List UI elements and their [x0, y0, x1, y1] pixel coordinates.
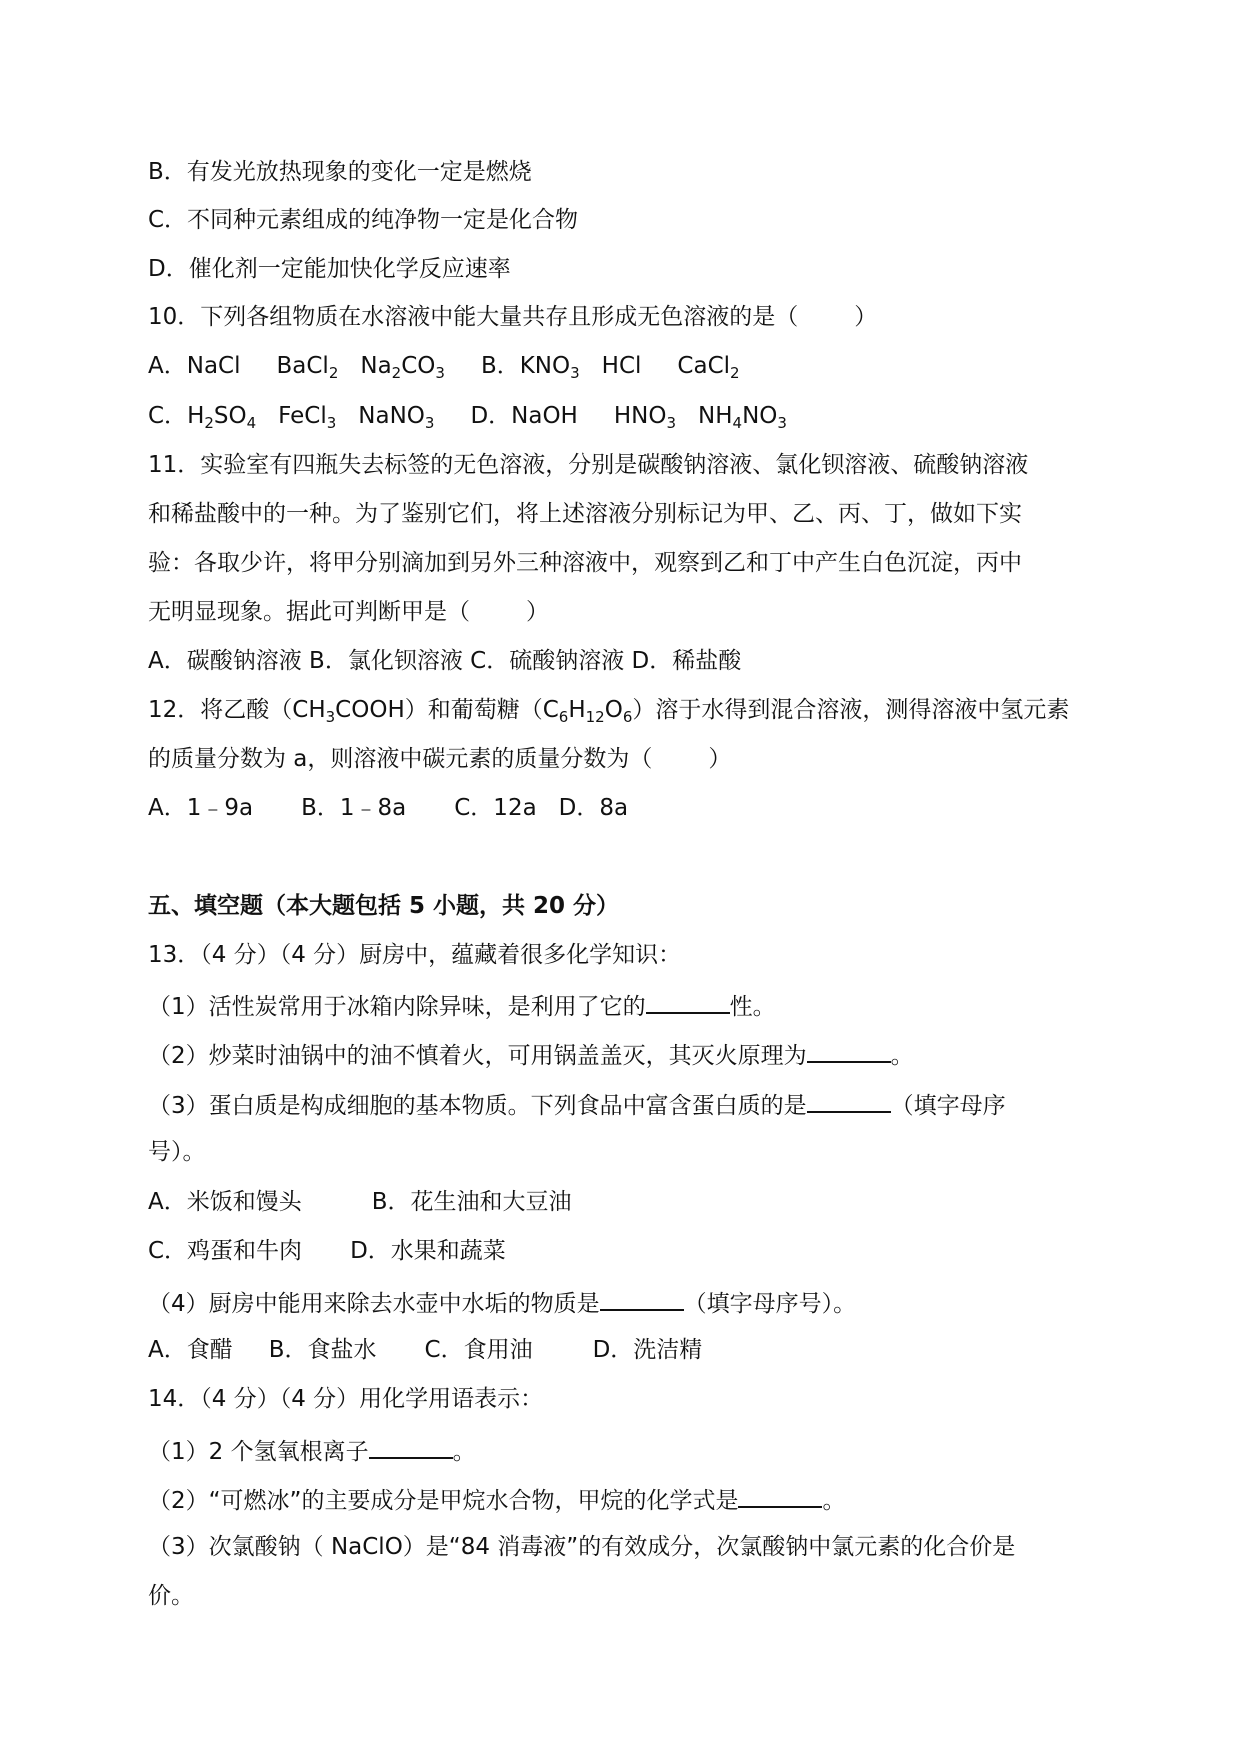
q14-stem: 14．（4 分）（4 分）用化学用语表示： — [148, 1386, 544, 1412]
q12-options — [148, 792, 1098, 824]
q11-line2: 和稀盐酸中的一种。为了鉴别它们，将上述溶液分别标记为甲、乙、丙、丁，做如下实 — [148, 501, 1022, 527]
q11-line1: 11．实验室有四瓶失去标签的无色溶液，分别是碳酸钠溶液、氯化钡溶液、硫酸钠溶液 — [148, 452, 1029, 478]
q13-options-row1 — [148, 1186, 1098, 1218]
q13-option-b: B．花生油和大豆油 — [371, 1189, 572, 1215]
section-title: 五、填空题（本大题包括 5 小题，共 20 分） — [148, 893, 620, 919]
q14-part1: （1）2 个氢氧根离子 。 — [148, 1433, 1098, 1468]
q12-line2 — [148, 743, 1098, 775]
q10-d2: $HNO_3$ — [613, 403, 677, 432]
q10-b-label: B． — [480, 353, 520, 379]
q10-stem — [148, 301, 1098, 333]
q10-stem-text: 10．下列各组物质在水溶液中能大量共存且形成无色溶液的是（ — [148, 304, 799, 330]
q12-option-b: B．1﹣8a — [301, 795, 407, 821]
q11-options: A．碳酸钠溶液 B．氯化钡溶液 C．硫酸钠溶液 D．稀盐酸 — [148, 648, 742, 674]
q13-part4-options — [148, 1334, 1098, 1366]
q10-b3: CaCl$_2$ — [677, 353, 740, 382]
q10-b1: $KNO_3$ — [519, 353, 580, 382]
answer-blank[interactable] — [600, 1285, 684, 1311]
q14-part3: （3）次氯酸钠（ NaClO）是“84 消毒液”的有效成分，次氯酸钠中氯元素的化合价是 — [148, 1534, 1016, 1560]
q13-stem: 13．（4 分）（4 分）厨房中，蕴藏着很多化学知识： — [148, 942, 682, 968]
q10-d-label: D． — [470, 403, 512, 429]
answer-blank[interactable] — [646, 988, 730, 1014]
answer-blank[interactable] — [369, 1433, 453, 1459]
q10-c2: FeCl$_3$ — [278, 403, 337, 432]
q14-part2: （2）“可燃冰”的主要成分是甲烷水合物，甲烷的化学式是 。 — [148, 1482, 1098, 1517]
q12-option-a: A．1﹣9a — [148, 795, 254, 821]
q10-c-label: C． — [148, 403, 188, 429]
q13-option-a: A．米饭和馒头 — [148, 1189, 302, 1215]
q11-line4-text: 无明显现象。据此可判断甲是（ — [148, 599, 470, 625]
q13-option-d: D．水果和蔬菜 — [350, 1238, 506, 1264]
answer-blank[interactable] — [807, 1087, 891, 1113]
q10-b2: HCl — [601, 353, 642, 379]
q13-p4-option-d: D．洗洁精 — [592, 1337, 703, 1363]
q12-option-d: D．8a — [558, 795, 629, 821]
q10-d1: NaOH — [511, 403, 578, 429]
q12-line1: 12．将乙酸$(CH_3COOH)$和葡萄糖$(C_6H_{12}O_6)$溶于水得到混合溶液，测得溶液中氢元素 — [148, 697, 1070, 726]
q13-part4: （4）厨房中能用来除去水壶中水垢的物质是 （填字母序号）。 — [148, 1285, 1098, 1320]
answer-blank[interactable] — [807, 1037, 891, 1063]
q10-c3: NaNO$_3$ — [358, 403, 435, 432]
q13-part2: （2）炒菜时油锅中的油不慎着火，可用锅盖盖灭，其灭火原理为 。 — [148, 1037, 1098, 1072]
q14-part3-end: 价。 — [148, 1583, 194, 1609]
answer-blank[interactable] — [738, 1482, 822, 1508]
q13-part3: （3）蛋白质是构成细胞的基本物质。下列食品中富含蛋白质的是 （填字母序 — [148, 1087, 1098, 1122]
q10-a-label: A． — [148, 353, 187, 379]
q11-line4-end: ） — [526, 599, 549, 625]
q9-option-d: D．催化剂一定能加快化学反应速率 — [148, 256, 511, 282]
q11-line4 — [148, 596, 1098, 628]
q10-options-row1 — [148, 350, 1098, 382]
q11-line3: 验：各取少许，将甲分别滴加到另外三种溶液中，观察到乙和丁中产生白色沉淀，丙中 — [148, 550, 1022, 576]
q13-options-row2 — [148, 1235, 1098, 1267]
q10-a1: NaCl — [186, 353, 241, 379]
q13-option-c: C．鸡蛋和牛肉 — [148, 1238, 303, 1264]
q13-p4-option-b: B．食盐水 — [268, 1337, 377, 1363]
q10-a3: $Na_2CO_3$ — [360, 353, 445, 382]
q10-a2: BaCl$_2$ — [276, 353, 339, 382]
q13-p4-option-c: C．食用油 — [424, 1337, 533, 1363]
q10-options-row2 — [148, 400, 1098, 432]
q13-part3-cont: 号）。 — [148, 1139, 206, 1165]
q13-part1: （1）活性炭常用于冰箱内除异味，是利用了它的 性。 — [148, 988, 1098, 1023]
q12-line2-text: 的质量分数为 a，则溶液中碳元素的质量分数为（ — [148, 746, 653, 772]
q9-option-b: B．有发光放热现象的变化一定是燃烧 — [148, 159, 532, 185]
q10-d3: $NH_4NO_3$ — [698, 403, 787, 432]
q12-option-c: C．12a — [454, 795, 537, 821]
q9-option-c: C．不同种元素组成的纯净物一定是化合物 — [148, 207, 579, 233]
q10-stem-end: ） — [854, 304, 878, 330]
q10-c1: $H_2SO_4$ — [187, 403, 257, 432]
q12-line2-end: ） — [708, 746, 732, 772]
q13-p4-option-a: A．食醋 — [148, 1337, 233, 1363]
